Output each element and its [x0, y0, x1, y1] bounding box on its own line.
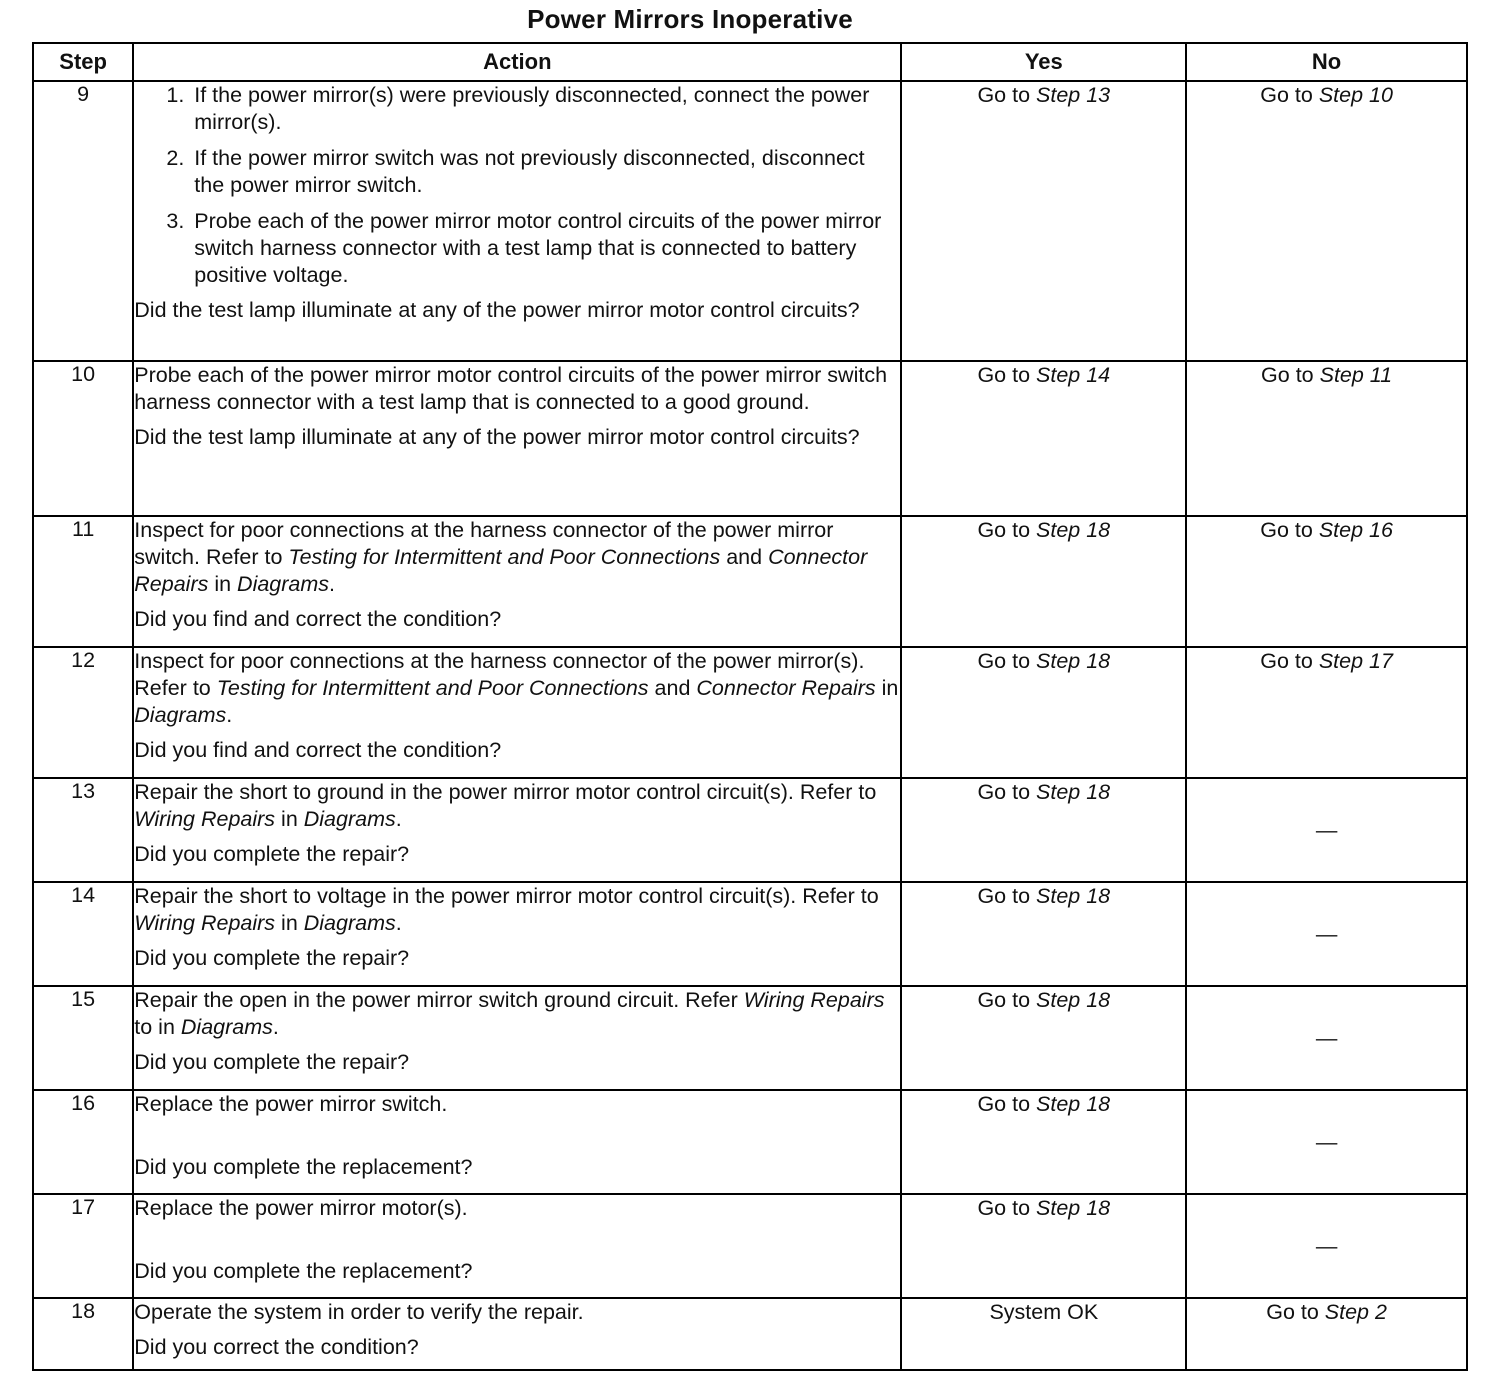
- step-reference: Step 18: [1036, 884, 1111, 908]
- step-reference: Step 18: [1036, 518, 1111, 542]
- action-question: Did you complete the replacement?: [134, 1259, 473, 1283]
- yes-result: Go to Step 18: [901, 647, 1186, 778]
- reference-link-text: Connector Repairs: [134, 545, 868, 596]
- table-row: [33, 986, 1467, 1090]
- reference-link-text: Diagrams: [237, 572, 330, 596]
- step-number: 12: [33, 647, 133, 778]
- table-row: [33, 647, 1467, 778]
- action-text: [133, 1090, 901, 1194]
- yes-result: Go to Step 13: [901, 81, 1186, 361]
- no-result: —: [1186, 882, 1467, 986]
- yes-result: Go to Step 18: [901, 1194, 1186, 1298]
- yes-result: Go to Step 18: [901, 986, 1186, 1090]
- action-steps-list: [134, 82, 900, 289]
- step-reference: Step 18: [1036, 1092, 1111, 1116]
- action-instruction: Inspect for poor connections at the harness connector of the power mirror(s). Refer to Testing for Intermittent and Poor Connections and Connector Repairs in Diagrams.: [134, 649, 899, 727]
- step-reference: Step 18: [1036, 649, 1111, 673]
- action-instruction: Repair the open in the power mirror switch ground circuit. Refer Wiring Repairs to in Diagrams.: [134, 988, 885, 1039]
- action-instruction: Inspect for poor connections at the harness connector of the power mirror switch. Refer to Testing for Intermittent and Poor Connections and Connector Repairs in Diagrams.: [134, 518, 868, 596]
- action-question: Did you find and correct the condition?: [134, 607, 502, 631]
- list-item: 1. If the power mirror(s) were previously disconnected, connect the power mirror(s).: [190, 82, 900, 136]
- action-question: Did you complete the repair?: [134, 946, 410, 970]
- list-item: 3. Probe each of the power mirror motor control circuits of the power mirror switch harness connector with a test lamp that is connected to battery positive voltage.: [190, 208, 900, 289]
- action-question: Did the test lamp illuminate at any of the power mirror motor control circuits?: [134, 425, 860, 449]
- no-result: —: [1186, 778, 1467, 882]
- yes-result: Go to Step 14: [901, 361, 1186, 516]
- header-row: [33, 43, 1467, 81]
- yes-result: Go to Step 18: [901, 516, 1186, 647]
- step-reference: Step 18: [1036, 780, 1111, 804]
- step-number: 16: [33, 1090, 133, 1194]
- action-instruction: Repair the short to ground in the power mirror motor control circuit(s). Refer to Wiring Repairs in Diagrams.: [134, 780, 877, 831]
- reference-link-text: Diagrams: [303, 911, 396, 935]
- table-row: [33, 361, 1467, 516]
- header-step: Step: [33, 43, 133, 81]
- list-item: 2. If the power mirror switch was not previously disconnected, disconnect the power mirror switch.: [190, 145, 900, 199]
- step-number: 15: [33, 986, 133, 1090]
- table-row: [33, 882, 1467, 986]
- reference-link-text: Wiring Repairs: [134, 807, 276, 831]
- reference-link-text: Diagrams: [303, 807, 396, 831]
- reference-link-text: Testing for Intermittent and Poor Connections: [288, 545, 721, 569]
- reference-link-text: Wiring Repairs: [743, 988, 885, 1012]
- header-action: Action: [133, 43, 901, 81]
- action-instruction: Operate the system in order to verify the repair.: [134, 1300, 584, 1324]
- table-row: [33, 1298, 1467, 1370]
- reference-link-text: Testing for Intermittent and Poor Connections: [216, 676, 649, 700]
- action-instruction: Probe each of the power mirror motor control circuits of the power mirror switch harness connector with a test lamp that is connected to a good ground.: [134, 363, 888, 414]
- page-title: Power Mirrors Inoperative: [527, 4, 853, 34]
- step-number: 17: [33, 1194, 133, 1298]
- action-text: [133, 778, 901, 882]
- step-number: 11: [33, 516, 133, 647]
- step-reference: Step 14: [1036, 363, 1111, 387]
- reference-link-text: Diagrams: [180, 1015, 273, 1039]
- table-row: [33, 778, 1467, 882]
- action-text: [133, 882, 901, 986]
- step-reference: Step 13: [1036, 83, 1111, 107]
- step-reference: Step 10: [1318, 83, 1393, 107]
- step-number: 18: [33, 1298, 133, 1370]
- action-question: Did you complete the replacement?: [134, 1155, 473, 1179]
- action-question: Did you correct the condition?: [134, 1335, 419, 1359]
- action-instruction: Replace the power mirror switch.: [134, 1092, 448, 1116]
- no-result: Go to Step 2: [1186, 1298, 1467, 1370]
- yes-result: System OK: [901, 1298, 1186, 1370]
- action-text: [133, 1194, 901, 1298]
- table-row: [33, 1194, 1467, 1298]
- table-row: [33, 1090, 1467, 1194]
- action-text: [133, 986, 901, 1090]
- step-reference: Step 16: [1318, 518, 1393, 542]
- step-reference: Step 18: [1036, 988, 1111, 1012]
- no-result: —: [1186, 1194, 1467, 1298]
- no-result: Go to Step 16: [1186, 516, 1467, 647]
- reference-link-text: Wiring Repairs: [134, 911, 276, 935]
- action-text: [133, 361, 901, 516]
- action-text: [133, 516, 901, 647]
- table-row: [33, 81, 1467, 361]
- action-question: Did you find and correct the condition?: [134, 738, 502, 762]
- action-instruction: Repair the short to voltage in the power mirror motor control circuit(s). Refer to Wiring Repairs in Diagrams.: [134, 884, 879, 935]
- action-text: [133, 1298, 901, 1370]
- no-result: Go to Step 11: [1186, 361, 1467, 516]
- no-result: —: [1186, 1090, 1467, 1194]
- action-text: [133, 81, 901, 361]
- action-question: Did the test lamp illuminate at any of the power mirror motor control circuits?: [134, 298, 860, 322]
- step-reference: Step 18: [1036, 1196, 1111, 1220]
- action-text: [133, 647, 901, 778]
- action-question: Did you complete the repair?: [134, 842, 410, 866]
- step-reference: Step 11: [1319, 363, 1393, 387]
- no-result: Go to Step 17: [1186, 647, 1467, 778]
- yes-result: Go to Step 18: [901, 778, 1186, 882]
- reference-link-text: Connector Repairs: [696, 676, 876, 700]
- header-no: No: [1186, 43, 1467, 81]
- yes-result: Go to Step 18: [901, 882, 1186, 986]
- diagnostic-table: [32, 42, 1468, 1371]
- step-number: 9: [33, 81, 133, 361]
- reference-link-text: Diagrams: [134, 703, 227, 727]
- no-result: Go to Step 10: [1186, 81, 1467, 361]
- action-question: Did you complete the repair?: [134, 1050, 410, 1074]
- step-reference: Step 17: [1318, 649, 1393, 673]
- step-number: 14: [33, 882, 133, 986]
- header-yes: Yes: [901, 43, 1186, 81]
- action-instruction: Replace the power mirror motor(s).: [134, 1196, 468, 1220]
- step-reference: Step 2: [1324, 1300, 1387, 1324]
- no-result: —: [1186, 986, 1467, 1090]
- step-number: 13: [33, 778, 133, 882]
- step-number: 10: [33, 361, 133, 516]
- table-row: [33, 516, 1467, 647]
- yes-result: Go to Step 18: [901, 1090, 1186, 1194]
